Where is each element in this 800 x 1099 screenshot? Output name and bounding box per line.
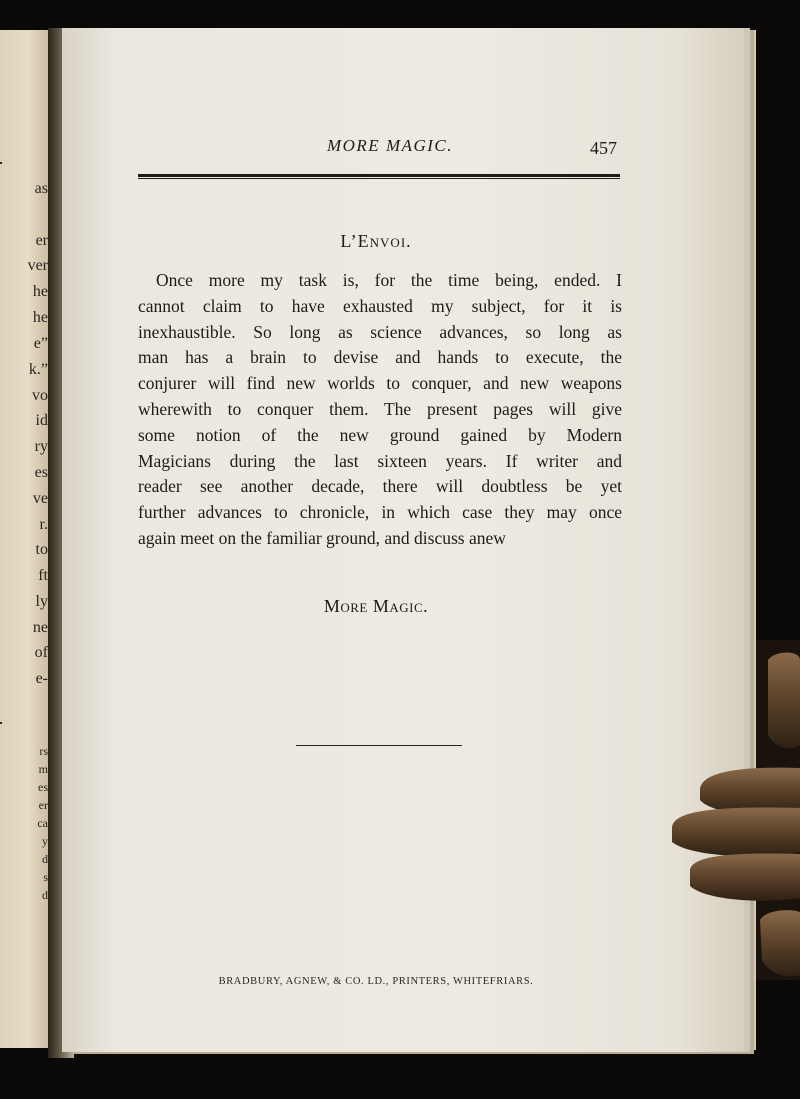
left-page-text: e” xyxy=(33,335,48,352)
left-page-text: id xyxy=(35,412,48,429)
left-page-text: r. xyxy=(39,516,48,533)
thumb-shape xyxy=(768,653,800,749)
left-page-text: ve xyxy=(32,490,48,507)
finger-shape xyxy=(690,854,800,901)
left-page-text: e- xyxy=(35,670,48,687)
left-page-text: ne xyxy=(32,619,48,636)
left-page-text: vo xyxy=(32,387,48,404)
signature: More Magic. xyxy=(323,596,429,616)
left-page-text: er xyxy=(38,798,48,812)
left-page-text: k.” xyxy=(28,361,48,378)
left-page-text: es xyxy=(34,464,48,481)
finger-shape xyxy=(672,808,800,857)
left-page-text: m xyxy=(38,762,48,776)
left-page-text: d xyxy=(42,852,48,866)
left-page-text: ver xyxy=(27,257,48,274)
left-page-text: es xyxy=(38,780,48,794)
body-line: inexhaustible. So long as science advances, so long as xyxy=(138,321,622,342)
left-page-text: d xyxy=(42,888,48,902)
left-page-text: he xyxy=(32,283,48,300)
left-page-text: y xyxy=(42,834,48,848)
left-page-text: s xyxy=(43,870,48,884)
body-line: reader see another decade, there will doubtless be yet xyxy=(138,476,622,497)
printer-imprint: BRADBURY, AGNEW, & CO. LD., PRINTERS, WHITEFRIARS. xyxy=(218,976,534,987)
left-page-text: ft xyxy=(38,567,48,584)
body-line: cannot claim to have exhausted my subject, for it is xyxy=(138,295,622,316)
left-page-text: as xyxy=(34,180,48,197)
left-page-text: ly xyxy=(35,593,48,610)
left-page-text: er xyxy=(35,232,48,249)
body-line: some notion of the new ground gained by Modern xyxy=(138,424,622,445)
left-page-text: he xyxy=(32,309,48,326)
page-number: 457 xyxy=(590,138,617,158)
running-head: MORE MAGIC. xyxy=(326,136,454,155)
body-line: Magicians during the last sixteen years. If writer and xyxy=(138,450,622,471)
left-page-text: ca xyxy=(37,816,48,830)
body-line: man has a brain to devise and hands to execute, the xyxy=(138,347,622,368)
chapter-title: L’Envoi. xyxy=(340,231,412,251)
left-page-text: of xyxy=(34,644,48,661)
body-line: conjurer will find new worlds to conquer, and new weapons xyxy=(138,373,622,394)
body-line: again meet on the familiar ground, and discuss anew xyxy=(138,527,506,548)
left-page-text: rs xyxy=(39,744,48,758)
body-line: wherewith to conquer them. The present pages will give xyxy=(138,398,622,419)
finger-shape xyxy=(700,768,800,815)
body-line: further advances to chronicle, in which case they may once xyxy=(138,502,622,523)
left-page-text: ry xyxy=(34,438,48,455)
body-line: Once more my task is, for the time being, ended. I xyxy=(156,270,622,290)
left-page-text: to xyxy=(35,541,48,558)
